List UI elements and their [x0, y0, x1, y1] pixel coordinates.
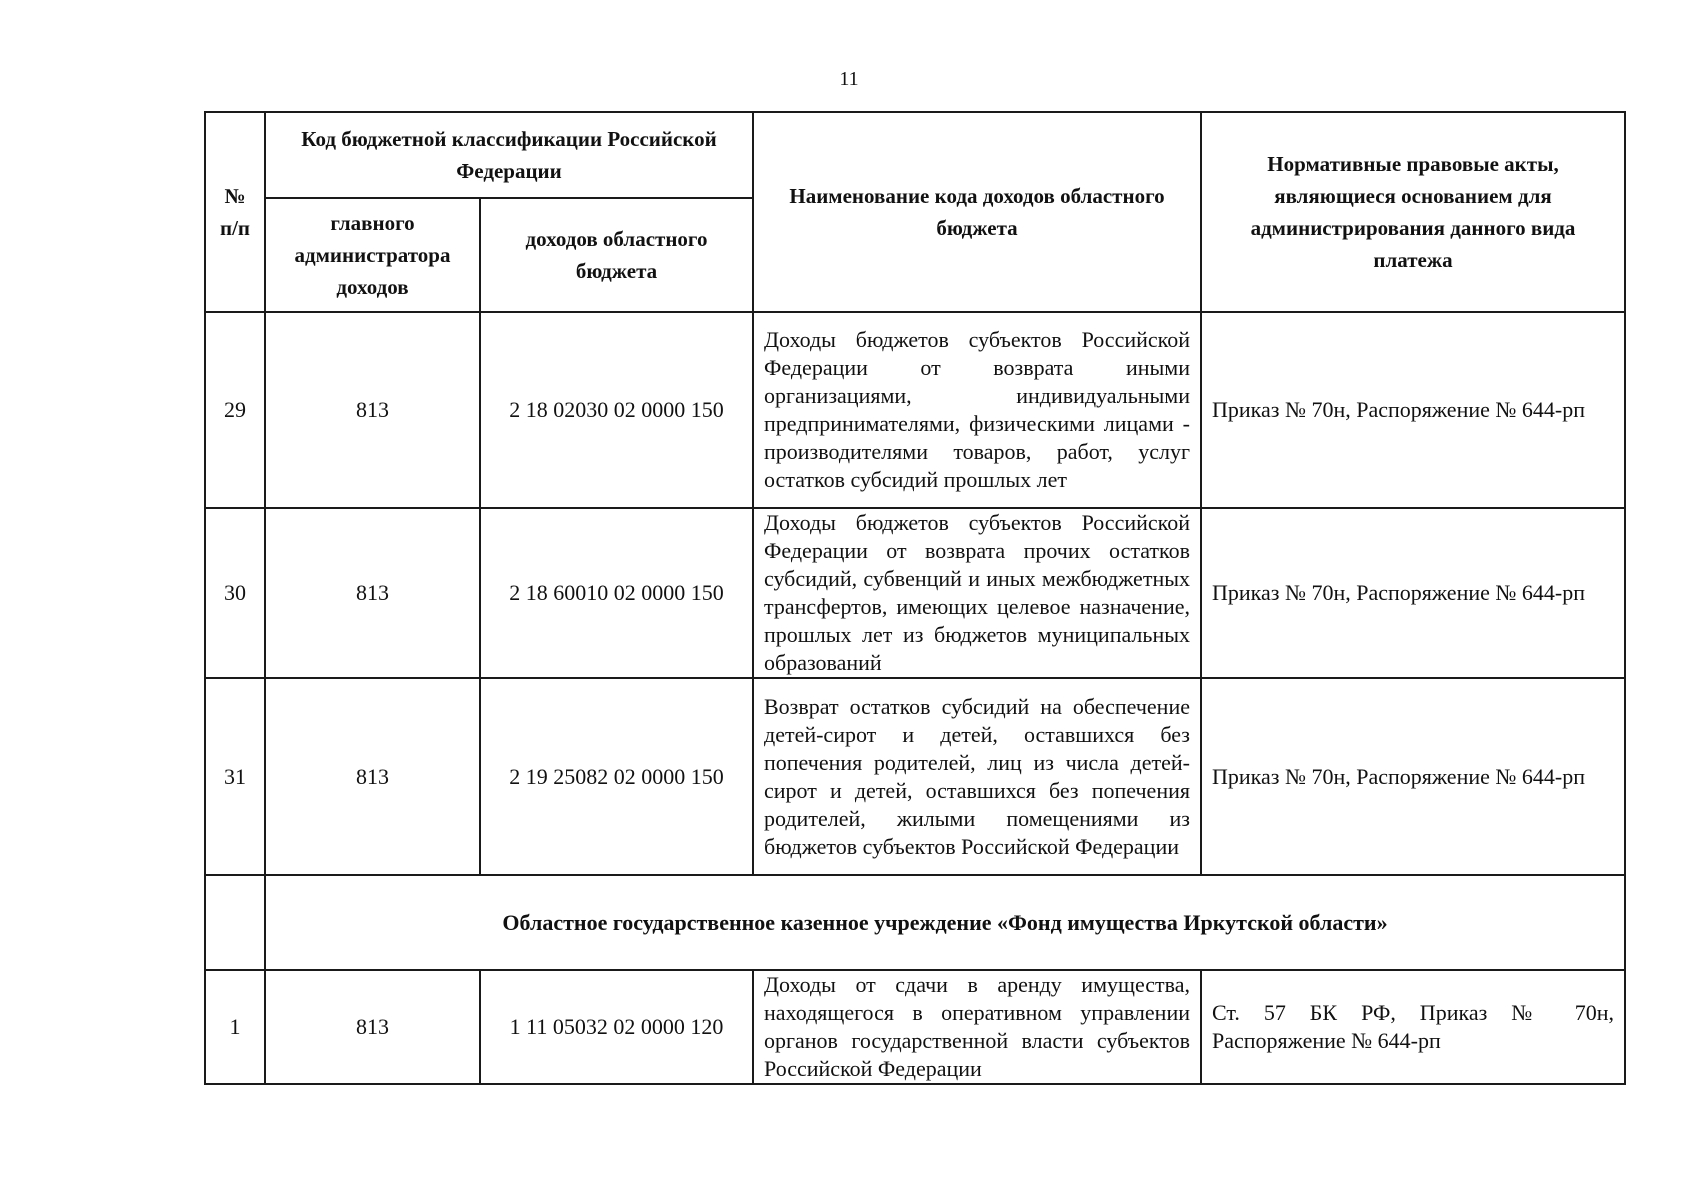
income-code: 1 11 05032 02 0000 120 — [480, 970, 753, 1084]
section-row — [205, 875, 1625, 970]
admin-code: 813 — [265, 678, 480, 875]
admin-code: 813 — [265, 312, 480, 508]
legal-acts: Приказ № 70н, Распоряжение № 644-рп — [1201, 312, 1625, 508]
row-number: 1 — [205, 970, 265, 1084]
table-row — [205, 312, 1625, 508]
page-number: 11 — [839, 68, 859, 90]
header-num: № п/п — [205, 112, 265, 312]
header-acts: Нормативные правовые акты, являющиеся основанием для администрирования данного вида платежа — [1201, 112, 1625, 312]
row-number: 31 — [205, 678, 265, 875]
legal-acts: Приказ № 70н, Распоряжение № 644-рп — [1201, 678, 1625, 875]
header-row — [205, 112, 1625, 198]
header-code-group: Код бюджетной классификации Российской Федерации — [265, 112, 753, 198]
header-name: Наименование кода доходов областного бюджета — [753, 112, 1201, 312]
legal-acts: Ст. 57 БК РФ, Приказ № 70н, Распоряжение № 644-рп — [1201, 970, 1625, 1084]
income-name: Доходы бюджетов субъектов Российской Федерации от возврата иными организациями, индивидуальными предпринимателями, физическими лицами - производителями товаров, работ, услуг остатков субсидий прошлых лет — [753, 312, 1201, 508]
table-row — [205, 970, 1625, 1084]
section-num-cell — [205, 875, 265, 970]
admin-code: 813 — [265, 970, 480, 1084]
income-name: Возврат остатков субсидий на обеспечение детей-сирот и детей, оставшихся без попечения родителей, лиц из числа детей-сирот и детей, оставшихся без попечения родителей, жилыми помещениями из бюджетов субъектов Российской Федерации — [753, 678, 1201, 875]
income-code: 2 19 25082 02 0000 150 — [480, 678, 753, 875]
section-title: Областное государственное казенное учреждение «Фонд имущества Иркутской области» — [265, 875, 1625, 970]
admin-code: 813 — [265, 508, 480, 678]
income-name: Доходы от сдачи в аренду имущества, находящегося в оперативном управлении органов государственной власти субъектов Российской Федерации — [753, 970, 1201, 1084]
header-code: доходов областного бюджета — [480, 198, 753, 312]
income-code: 2 18 60010 02 0000 150 — [480, 508, 753, 678]
table-row — [205, 678, 1625, 875]
row-number: 29 — [205, 312, 265, 508]
legal-acts: Приказ № 70н, Распоряжение № 644-рп — [1201, 508, 1625, 678]
income-name: Доходы бюджетов субъектов Российской Федерации от возврата прочих остатков субсидий, субвенций и иных межбюджетных трансфертов, имеющих целевое назначение, прошлых лет из бюджетов муниципальных образований — [753, 508, 1201, 678]
row-number: 30 — [205, 508, 265, 678]
table-row — [205, 508, 1625, 678]
header-admin: главного администратора доходов — [265, 198, 480, 312]
budget-classification-table — [204, 111, 1626, 1085]
income-code: 2 18 02030 02 0000 150 — [480, 312, 753, 508]
